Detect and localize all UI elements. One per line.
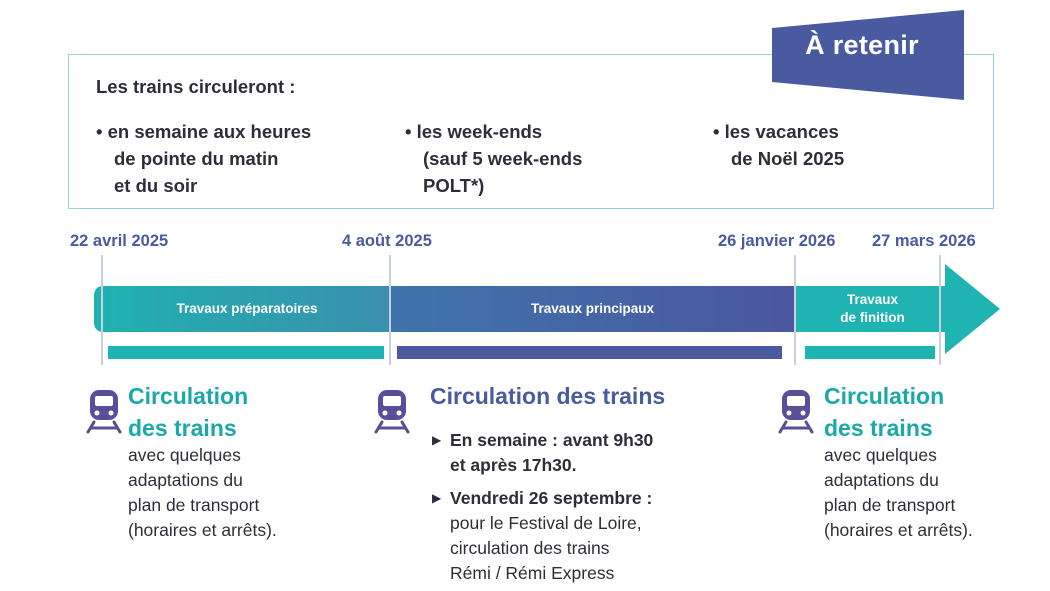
phase-label: Travaux principaux <box>530 301 655 316</box>
bullet-line: • les week-ends <box>405 118 582 145</box>
item-line: circulation des trains <box>450 538 610 558</box>
phase-label: Travaux préparatoires <box>176 301 318 316</box>
item-line: En semaine : avant 9h30 <box>450 430 654 450</box>
body-line: (horaires et arrêts). <box>824 520 973 540</box>
column-title <box>824 380 944 444</box>
list-item <box>432 428 654 478</box>
phase-underline <box>397 346 782 359</box>
item-line: pour le Festival de Loire, <box>450 513 642 533</box>
body-line: avec quelques <box>824 445 937 465</box>
badge-label: À retenir <box>805 30 919 60</box>
column-body <box>824 443 973 543</box>
phase-label-line: de finition <box>840 310 905 325</box>
body-line: adaptations du <box>128 470 243 490</box>
bullet-line: (sauf 5 week-ends <box>423 148 583 169</box>
body-line: plan de transport <box>824 495 956 515</box>
column-title-line: Circulation <box>128 383 249 409</box>
summary-intro: Les trains circuleront : <box>96 76 296 97</box>
bullet-line: • les vacances <box>713 118 844 145</box>
body-line: avec quelques <box>128 445 241 465</box>
phase-label <box>800 291 945 327</box>
column-title-line: des trains <box>128 415 237 441</box>
date-label: 22 avril 2025 <box>70 232 169 250</box>
column-title-line: des trains <box>824 415 933 441</box>
item-line: et après 17h30. <box>450 455 577 475</box>
bullet-line: de Noël 2025 <box>731 148 845 169</box>
body-line: plan de transport <box>128 495 260 515</box>
item-line: Rémi / Rémi Express <box>450 563 615 583</box>
train-icon <box>86 388 122 434</box>
bullet-line: et du soir <box>114 175 198 196</box>
date-label: 26 janvier 2026 <box>718 232 836 250</box>
body-line: adaptations du <box>824 470 939 490</box>
body-line: (horaires et arrêts). <box>128 520 277 540</box>
bullet-line: de pointe du matin <box>114 148 279 169</box>
phase-label-line: Travaux <box>846 292 899 307</box>
phase-underline <box>805 346 935 359</box>
triangle-bullet-icon: ▶ <box>432 433 442 447</box>
column-body <box>128 443 277 543</box>
list-item <box>432 486 653 586</box>
bullet-line: POLT*) <box>423 175 485 196</box>
train-icon <box>374 388 410 434</box>
column-title-line: Circulation <box>824 383 945 409</box>
date-label: 4 août 2025 <box>342 232 432 250</box>
bullet-line: • en semaine aux heures <box>96 118 311 145</box>
item-line: Vendredi 26 septembre : <box>450 488 653 508</box>
train-icon <box>778 388 814 434</box>
column-title: Circulation des trains <box>430 383 666 409</box>
date-label: 27 mars 2026 <box>872 232 976 250</box>
timeline-tick <box>101 255 103 365</box>
triangle-bullet-icon: ▶ <box>432 491 442 505</box>
phase-underline <box>108 346 384 359</box>
column-title <box>128 380 248 444</box>
